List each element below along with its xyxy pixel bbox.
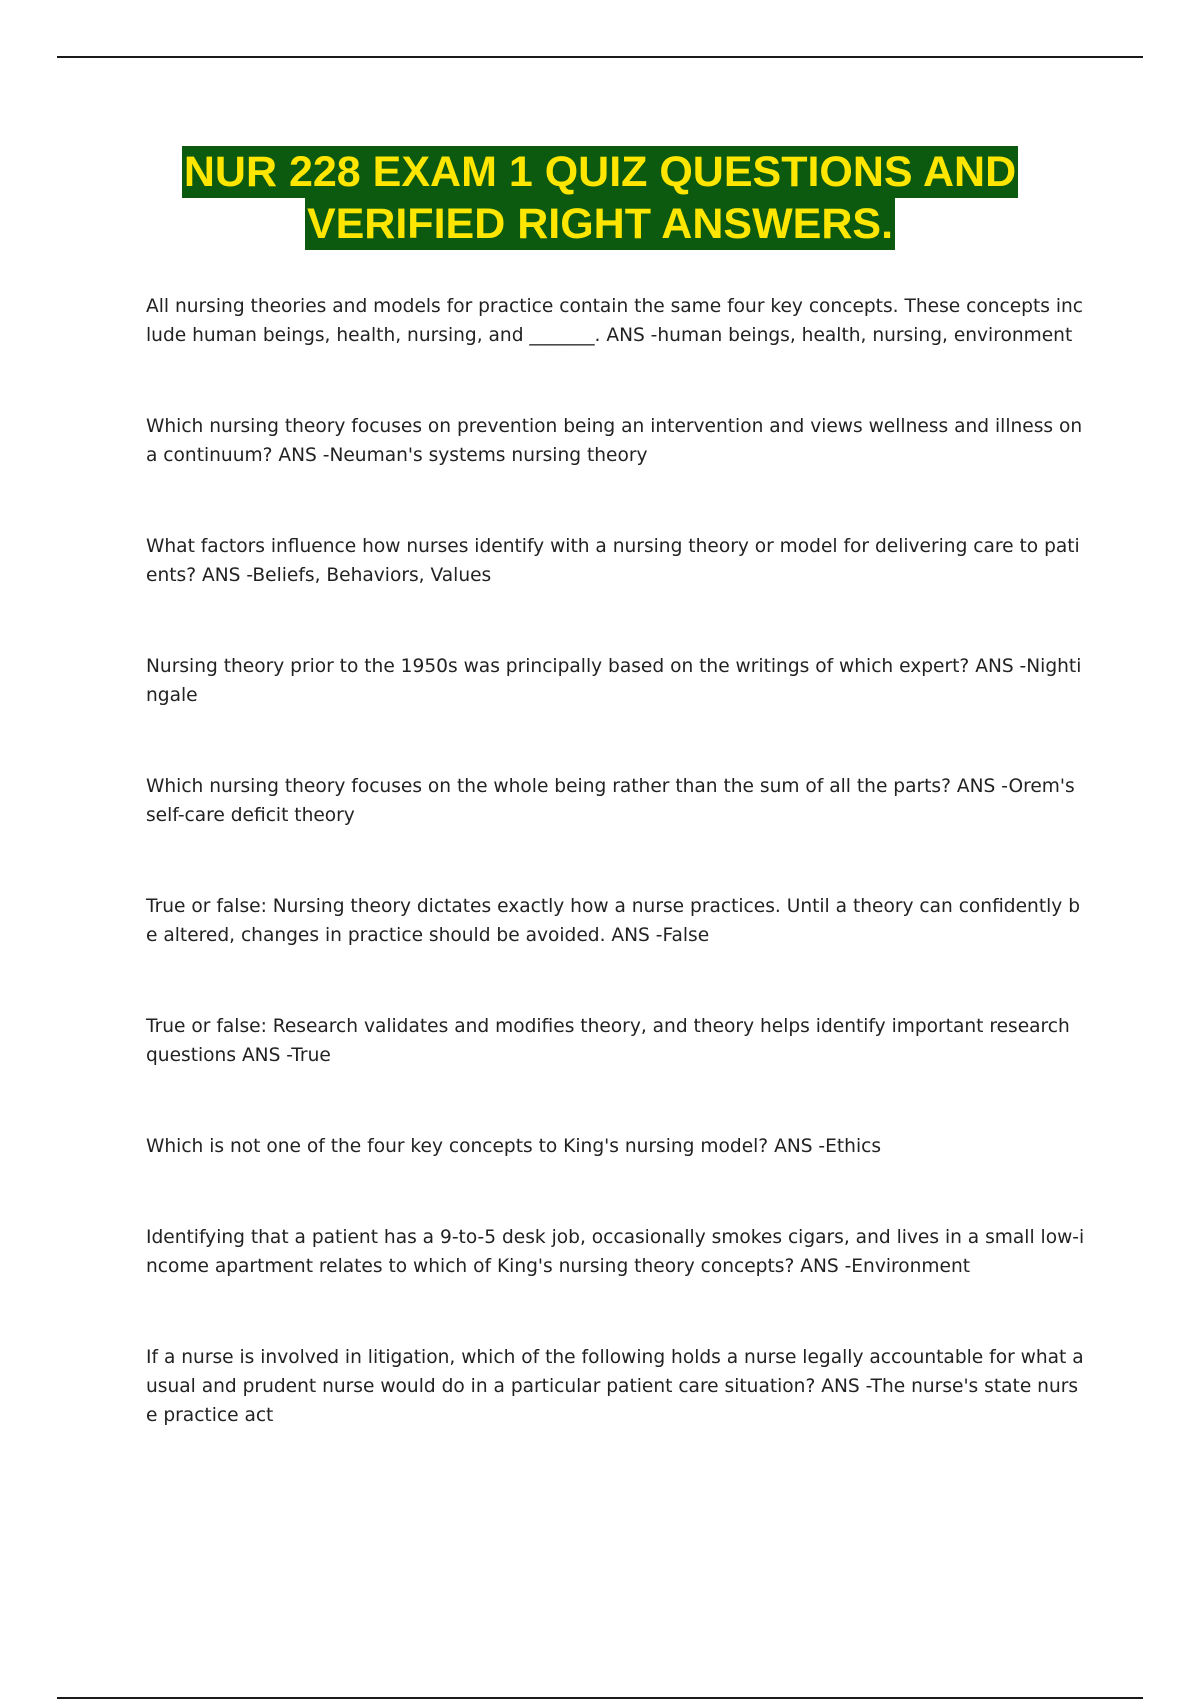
question-text: Which nursing theory focuses on the whole being rather than the sum of all the parts? (146, 776, 951, 797)
answer-text: ANS -human beings, health, nursing, environment (606, 325, 1073, 346)
answer-text: ANS -The nurse's state nurse practice act (146, 1376, 1079, 1426)
qa-item-10 (146, 1343, 1086, 1430)
qa-item-2 (146, 412, 1086, 470)
qa-item-1 (146, 292, 1086, 350)
answer-text: ANS -False (611, 925, 710, 946)
answer-text: ANS -Beliefs, Behaviors, Values (202, 565, 492, 586)
title-line-2: VERIFIED RIGHT ANSWERS. (306, 200, 894, 248)
question-text: All nursing theories and models for practice contain the same four key concepts. These concepts include human beings, health, nursing, and _______. (146, 296, 1084, 346)
qa-item-6 (146, 892, 1086, 950)
question-text: What factors influence how nurses identify with a nursing theory or model for delivering care to patients? (146, 536, 1080, 586)
qa-item-8 (146, 1132, 1086, 1161)
qa-item-4 (146, 652, 1086, 710)
answer-text: ANS -Environment (800, 1256, 971, 1277)
answer-text: ANS -Nightingale (146, 656, 1082, 706)
answer-text: ANS -True (241, 1045, 331, 1066)
question-text: True or false: Nursing theory dictates exactly how a nurse practices. Until a theory can confidently be altered, changes in practice should be avoided. (146, 896, 1080, 946)
qa-item-9 (146, 1223, 1086, 1281)
answer-text: ANS -Ethics (774, 1136, 882, 1157)
question-text: If a nurse is involved in litigation, which of the following holds a nurse legally accountable for what a usual and prudent nurse would do in a particular patient care situation? (146, 1347, 1084, 1397)
qa-item-7 (146, 1012, 1086, 1070)
qa-item-3 (146, 532, 1086, 590)
question-text: Nursing theory prior to the 1950s was principally based on the writings of which expert? (146, 656, 970, 677)
title-line-1: NUR 228 EXAM 1 QUIZ QUESTIONS AND (183, 148, 1017, 196)
question-text: Identifying that a patient has a 9-to-5 desk job, occasionally smokes cigars, and lives in a small low-income apartment relates to which of King's nursing theory concepts? (146, 1227, 1085, 1277)
qa-item-5 (146, 772, 1086, 830)
answer-text: ANS -Neuman's systems nursing theory (278, 445, 648, 466)
bottom-rule (57, 1697, 1143, 1699)
qa-list (146, 292, 1086, 1430)
top-rule (57, 56, 1143, 58)
question-text: True or false: Research validates and modifies theory, and theory helps identify important research questions (146, 1016, 1070, 1066)
document-title (0, 146, 1200, 250)
answer-text: ANS -Orem's self-care deficit theory (146, 776, 1075, 826)
question-text: Which nursing theory focuses on prevention being an intervention and views wellness and illness on a continuum? (146, 416, 1083, 466)
question-text: Which is not one of the four key concepts to King's nursing model? (146, 1136, 769, 1157)
